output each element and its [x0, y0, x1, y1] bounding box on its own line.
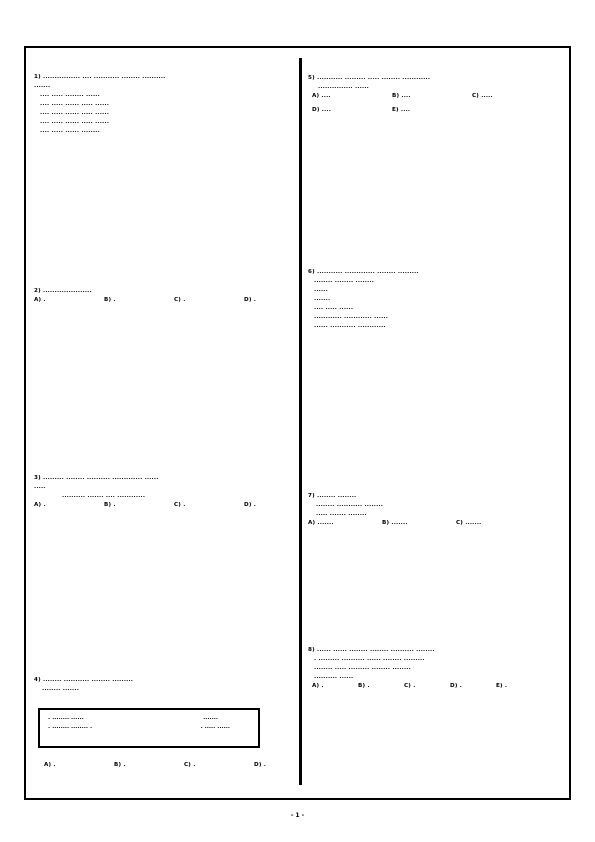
- answer-option[interactable]: B) .: [358, 683, 370, 689]
- question-7: [308, 492, 560, 528]
- statement-item: .......: [203, 715, 218, 721]
- answer-options-row: [44, 761, 284, 770]
- question-stem-line: ............... ......: [318, 84, 369, 90]
- page-number: - 1 -: [290, 812, 305, 819]
- answer-option[interactable]: C) .: [174, 502, 186, 508]
- question-stem-line: 1) ................ .... ........... ........ ..........: [34, 74, 166, 80]
- question-3: [34, 474, 289, 510]
- answer-option[interactable]: D) .: [254, 762, 267, 768]
- answer-option[interactable]: C) .: [404, 683, 416, 689]
- answer-option[interactable]: C) .: [174, 297, 186, 303]
- answer-options-row: [34, 296, 284, 305]
- question-stem-line: 8) ...... ...... ........ ........ .......... ........: [308, 647, 435, 653]
- question-stem-line: 7) ........ ........: [308, 493, 357, 499]
- answer-option[interactable]: E) ....: [392, 107, 411, 113]
- answer-option[interactable]: D) .: [244, 502, 257, 508]
- question-stem-line: ........ ........ ........: [314, 278, 375, 284]
- answer-option[interactable]: E) .: [496, 683, 508, 689]
- answer-option[interactable]: .... ..... ...... ..... ......: [40, 119, 110, 125]
- statement-item: . ........ ......: [48, 715, 84, 721]
- answer-options-row: [308, 106, 560, 115]
- answer-option[interactable]: D) .: [244, 297, 257, 303]
- answer-option[interactable]: .... ..... ...... ........: [40, 128, 100, 134]
- question-stem-line: 6) ........... ............. ........ .........: [308, 269, 419, 275]
- answer-option[interactable]: A) .......: [308, 520, 334, 526]
- answer-option[interactable]: A) .: [34, 297, 46, 303]
- answer-option[interactable]: .... ..... ........ ......: [40, 92, 100, 98]
- answer-option[interactable]: D) ....: [312, 107, 332, 113]
- answer-option[interactable]: B) .......: [382, 520, 408, 526]
- answer-option[interactable]: A) .: [44, 762, 56, 768]
- answer-option[interactable]: D) .: [450, 683, 463, 689]
- question-stem-line: ..... ....... ........: [316, 511, 367, 517]
- answer-option[interactable]: C) .....: [472, 93, 493, 99]
- answer-option[interactable]: .... ..... ......: [314, 305, 354, 311]
- question-stem-line: . ......... .......... ...... ........ .........: [314, 656, 425, 662]
- question-stem-line: 3) ......... ........ .......... ............. ......: [34, 475, 159, 481]
- answer-options-row: [308, 682, 560, 691]
- question-stem-line: .....: [34, 484, 46, 490]
- column-divider: [299, 58, 302, 785]
- answer-options-row: [308, 92, 560, 101]
- answer-option[interactable]: B) .: [114, 762, 126, 768]
- question-2: [34, 287, 284, 305]
- answer-option[interactable]: ............ ............ ......: [314, 314, 389, 320]
- question-stem-line: ........ .......: [42, 686, 80, 692]
- statement-box-row: [48, 723, 250, 732]
- question-4-options: [44, 761, 284, 770]
- answer-option[interactable]: .... ..... ...... ..... ......: [40, 101, 110, 107]
- answer-option[interactable]: .......: [314, 296, 331, 302]
- question-stem-line: ........ ........... ........: [316, 502, 384, 508]
- question-stem-line: .......: [34, 83, 51, 89]
- question-stem-line: ........ ..... ......... ........ ........: [314, 665, 411, 671]
- question-stem-line: 2) .....................: [34, 288, 92, 294]
- answer-options-row: [34, 501, 289, 510]
- answer-option[interactable]: A) .: [34, 502, 46, 508]
- answer-option[interactable]: B) ....: [392, 93, 411, 99]
- answer-option[interactable]: A) .: [312, 683, 324, 689]
- answer-option[interactable]: ......: [314, 287, 328, 293]
- statement-box-row: [48, 714, 250, 723]
- statement-item: . ........ ........ .: [48, 724, 93, 730]
- answer-option[interactable]: C) .......: [456, 520, 482, 526]
- question-1: [34, 73, 284, 136]
- statement-item: . ..... ......: [200, 724, 230, 730]
- answer-option[interactable]: ...... ........... ............: [314, 323, 386, 329]
- question-sub-statement: .......... ....... .... ............: [62, 493, 146, 499]
- question-8: [308, 646, 560, 691]
- question-stem-line: .......... ......: [314, 674, 354, 680]
- statement-box: [38, 708, 260, 748]
- answer-option[interactable]: A) ....: [312, 93, 331, 99]
- answer-option[interactable]: C) .: [184, 762, 196, 768]
- question-stem-line: 5) ........... ......... ..... ........ ............: [308, 75, 431, 81]
- answer-option[interactable]: .... ..... ...... ..... ......: [40, 110, 110, 116]
- question-4: [34, 676, 284, 694]
- answer-option[interactable]: B) .: [104, 297, 116, 303]
- question-6: [308, 268, 560, 331]
- answer-option[interactable]: B) .: [104, 502, 116, 508]
- question-stem-line: 4) ........ ........... ........ .........: [34, 677, 134, 683]
- answer-options-row: [308, 519, 560, 528]
- question-5: [308, 74, 560, 115]
